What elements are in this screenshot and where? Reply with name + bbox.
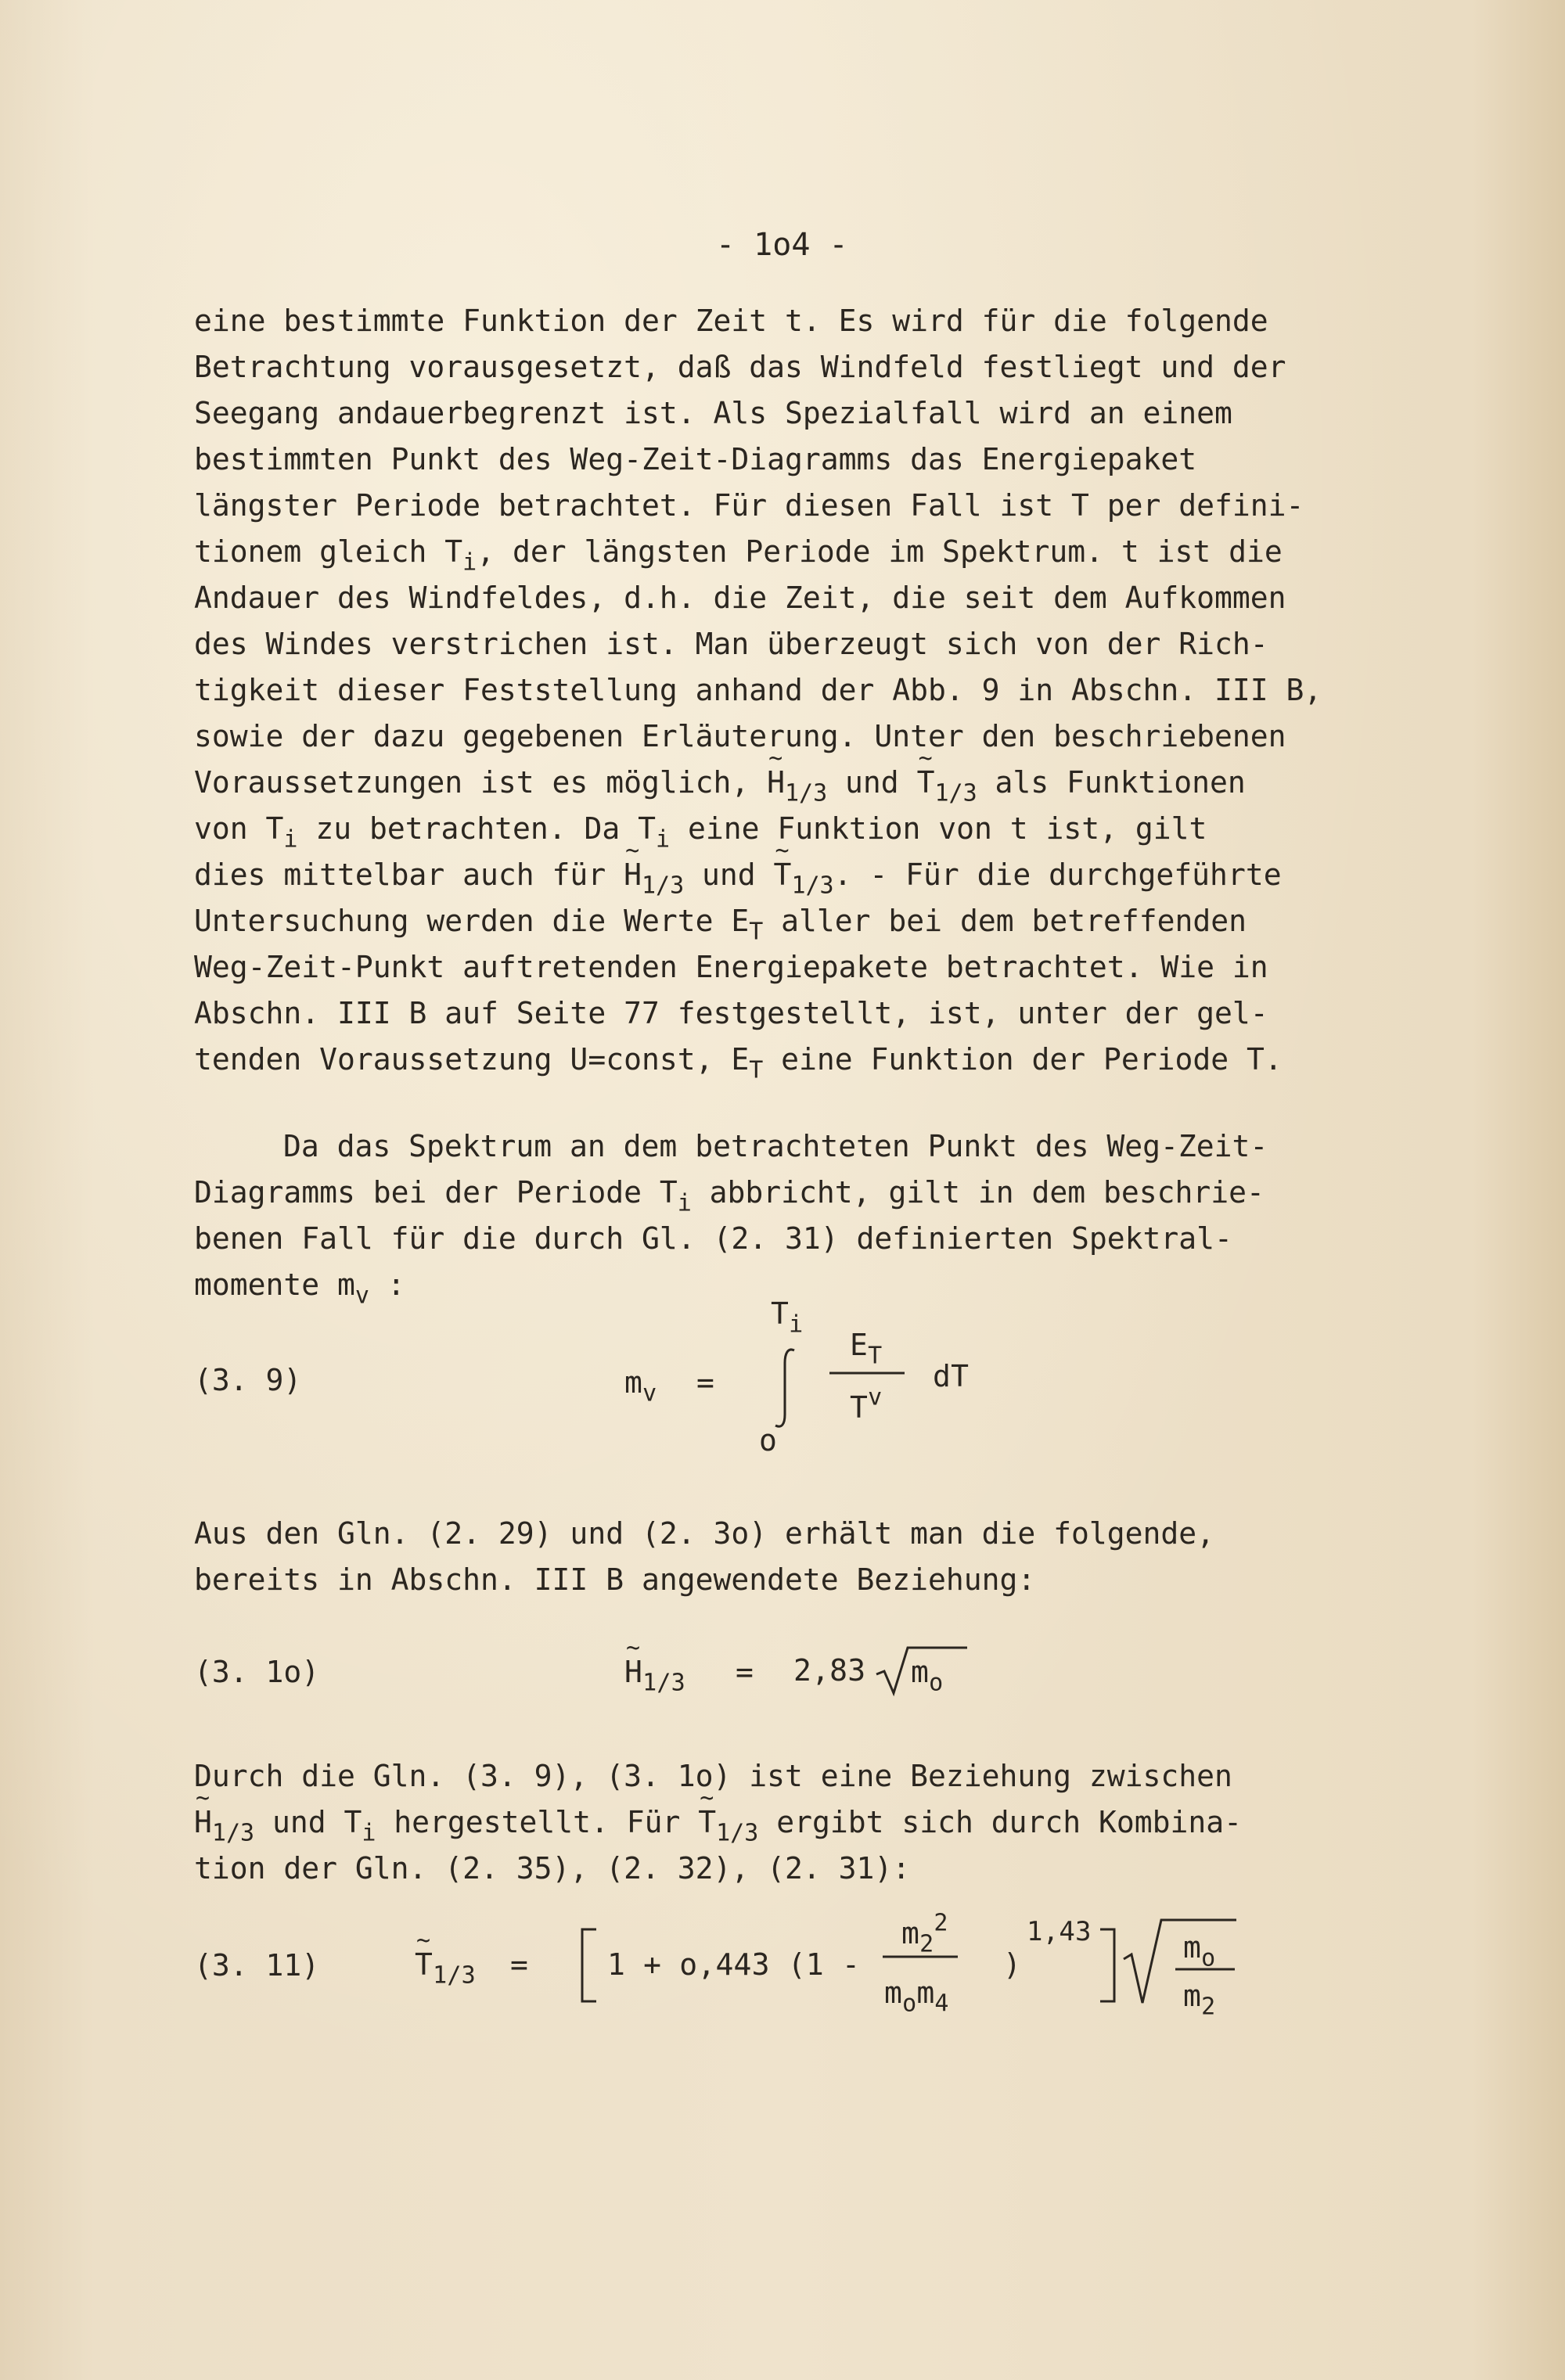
p3-line-1: Aus den Gln. (2. 29) und (2. 3o) erhält man die folgende, [194, 1516, 1215, 1551]
p1-line-3: Seegang andauerbegrenzt ist. Als Spezialfall wird an einem [194, 396, 1232, 430]
eq11-fraction-bar [881, 1954, 959, 1959]
eq9-denominator: $T^v$ [850, 1383, 883, 1425]
p1-line-13: dies mittelbar auch für ~ $H_{1/3}$ und ~ $T_{1/3}$. - Für die durchgeführte [194, 857, 1282, 892]
eq9-dt: dT [933, 1359, 970, 1393]
right-bracket [1096, 1926, 1119, 2004]
p1-line-4: bestimmten Punkt des Weg-Zeit-Diagramms das Energiepaket [194, 442, 1197, 476]
page-number: - 1o4 - [716, 227, 848, 263]
p1-line-8: des Windes verstrichen ist. Man überzeugt sich von der Rich- [194, 627, 1268, 661]
integral-sign [771, 1346, 802, 1432]
p4-line-1: Durch die Gln. (3. 9), (3. 1o) ist eine Beziehung zwischen [194, 1759, 1232, 1793]
eq11-radicand-bar [1174, 1967, 1236, 1972]
eq11-exponent: 1,43 [1027, 1916, 1092, 1947]
p1-line-6: tionem gleich $T_i$, der längsten Periode im Spektrum. t ist die [194, 534, 1283, 577]
eq11-denominator: $m_om_4$ [884, 1976, 949, 2018]
eq11-equals: = [510, 1947, 529, 1982]
p1-line-14: Untersuchung werden die Werte $E_T$ aller bei dem betreffenden [194, 904, 1247, 946]
p2-line-2: Diagramms bei der Periode $T_i$ abbricht, gilt in dem beschrie- [194, 1175, 1265, 1217]
p1-line-7: Andauer des Windfeldes, d.h. die Zeit, die seit dem Aufkommen [194, 581, 1286, 615]
eq10-coefficient: 2,83 [793, 1653, 866, 1688]
eq11-label: (3. 11) [194, 1948, 320, 1983]
p2-line-1: Da das Spektrum an dem betrachteten Punkt des Weg-Zeit- [283, 1129, 1268, 1163]
p2-line-3: benen Fall für die durch Gl. (2. 31) definierten Spektral- [194, 1221, 1232, 1256]
p3-line-2: bereits in Abschn. III B angewendete Beziehung: [194, 1562, 1036, 1597]
eq11-lhs: ~ $T_{1/3}$ [415, 1950, 476, 1979]
p4-line-2: ~ $H_{1/3}$ und $T_i$ hergestellt. Für ~ $T_{1/3}$ ergibt sich durch Kombina- [194, 1805, 1242, 1839]
eq10-radicand: $m_o$ [911, 1655, 944, 1697]
p1-line-1: eine bestimmte Funktion der Zeit t. Es wird für die folgende [194, 304, 1268, 338]
p1-line-15: Weg-Zeit-Punkt auftretenden Energiepakete betrachtet. Wie in [194, 950, 1268, 984]
eq10-label: (3. 1o) [194, 1655, 320, 1689]
p1-line-16: Abschn. III B auf Seite 77 festgestellt, ist, unter der gel- [194, 996, 1268, 1030]
eq9-numerator: $E_T$ [850, 1328, 883, 1370]
eq9-label: (3. 9) [194, 1363, 302, 1397]
eq11-close-paren: ) [1003, 1947, 1022, 1982]
eq10-lhs: ~ $H_{1/3}$ [624, 1657, 685, 1687]
p1-line-11: Voraussetzungen ist es möglich, ~ $H_{1/3}$ und ~ $T_{1/3}$ als Funktionen [194, 765, 1246, 800]
left-bracket [577, 1926, 601, 2004]
eq11-numerator: $m_2^2$ [901, 1909, 948, 1958]
p4-line-3: tion der Gln. (2. 35), (2. 32), (2. 31): [194, 1851, 911, 1886]
eq10-equals: = [736, 1655, 754, 1689]
eq9-lower-limit: o [759, 1423, 778, 1458]
p1-line-2: Betrachtung vorausgesetzt, daß das Windfeld festliegt und der [194, 350, 1286, 384]
eq11-one-plus: 1 + o,443 (1 - [607, 1947, 861, 1982]
eq11-radicand-denominator: $m_2$ [1183, 1979, 1216, 2021]
p1-line-9: tigkeit dieser Feststellung anhand der Abb. 9 in Abschn. III B, [194, 673, 1322, 707]
eq9-fraction-bar [828, 1371, 906, 1375]
p1-line-10: sowie der dazu gegebenen Erläuterung. Unter den beschriebenen [194, 719, 1286, 753]
p1-line-5: längster Periode betrachtet. Für diesen Fall ist T per defini- [194, 488, 1304, 523]
p1-line-12: von $T_i$ zu betrachten. Da $T_i$ eine Funktion von t ist, gilt [194, 811, 1207, 854]
eq9-upper-limit: $T_i$ [771, 1296, 804, 1339]
eq11-sqrt-sign [1122, 1915, 1239, 2021]
p2-line-4: momente $m_v$ : [194, 1267, 405, 1310]
eq11-radicand-numerator: $m_o$ [1183, 1930, 1216, 1972]
eq9-lhs: $m_v$ [624, 1365, 657, 1408]
eq9-equals: = [696, 1365, 715, 1400]
p1-line-17: tenden Voraussetzung U=const, $E_T$ eine Funktion der Periode T. [194, 1042, 1283, 1084]
